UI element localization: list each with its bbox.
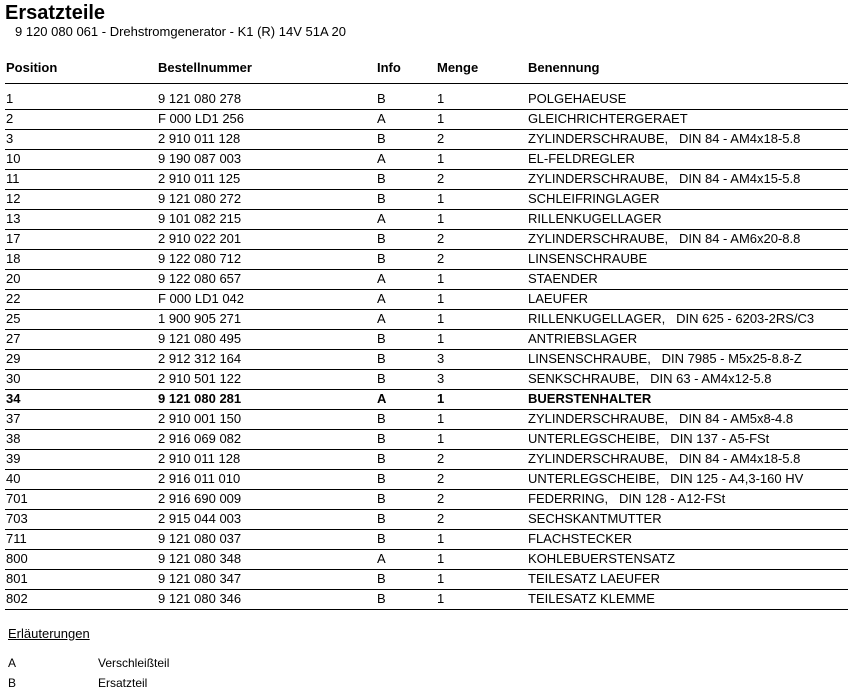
position-cell: 701	[6, 491, 28, 506]
menge-cell: 2	[437, 171, 445, 186]
table-row	[0, 250, 848, 270]
position-cell: 2	[6, 111, 14, 126]
bestellnummer-cell: 9 121 080 272	[158, 191, 242, 206]
info-cell: B	[377, 571, 386, 586]
info-cell: A	[377, 271, 386, 286]
page-subtitle: 9 120 080 061 - Drehstromgenerator - K1 (R) 14V 51A 20	[15, 24, 346, 39]
info-cell: B	[377, 431, 386, 446]
column-header-benennung: Benennung	[528, 60, 600, 75]
bestellnummer-cell: 9 122 080 712	[158, 251, 242, 266]
bestellnummer-cell: 9 121 080 346	[158, 591, 242, 606]
benennung-cell: RILLENKUGELLAGER, DIN 625 - 6203-2RS/C3	[528, 311, 815, 326]
bestellnummer-cell: 9 121 080 281	[158, 391, 242, 406]
position-cell: 1	[6, 91, 14, 106]
info-cell: A	[377, 211, 386, 226]
table-row	[0, 530, 848, 550]
bestellnummer-cell: 2 910 011 128	[158, 131, 241, 146]
bestellnummer-cell: 9 190 087 003	[158, 151, 242, 166]
table-row	[0, 350, 848, 370]
menge-cell: 1	[437, 91, 445, 106]
table-row	[0, 190, 848, 210]
info-cell: B	[377, 231, 386, 246]
info-cell: B	[377, 591, 386, 606]
benennung-cell: TEILESATZ KLEMME	[528, 591, 655, 606]
info-cell: B	[377, 191, 386, 206]
bestellnummer-cell: 2 912 312 164	[158, 351, 242, 366]
info-cell: B	[377, 511, 386, 526]
menge-cell: 1	[437, 291, 445, 306]
menge-cell: 1	[437, 571, 445, 586]
info-cell: B	[377, 331, 386, 346]
info-cell: B	[377, 371, 386, 386]
table-row	[0, 410, 848, 430]
benennung-cell: SCHLEIFRINGLAGER	[528, 191, 660, 206]
info-cell: B	[377, 131, 386, 146]
position-cell: 802	[6, 591, 28, 606]
position-cell: 34	[6, 391, 21, 406]
info-cell: B	[377, 451, 386, 466]
benennung-cell: BUERSTENHALTER	[528, 391, 652, 406]
info-cell: A	[377, 111, 386, 126]
menge-cell: 1	[437, 211, 445, 226]
benennung-cell: LAEUFER	[528, 291, 588, 306]
column-header-info: Info	[377, 60, 401, 75]
benennung-cell: SECHSKANTMUTTER	[528, 511, 662, 526]
table-row	[0, 290, 848, 310]
position-cell: 3	[6, 131, 14, 146]
bestellnummer-cell: 2 910 011 125	[158, 171, 241, 186]
bestellnummer-cell: 2 910 011 128	[158, 451, 241, 466]
menge-cell: 1	[437, 191, 445, 206]
column-header-menge: Menge	[437, 60, 479, 75]
position-cell: 711	[6, 531, 27, 546]
bestellnummer-cell: 2 916 690 009	[158, 491, 242, 506]
info-cell: A	[377, 551, 386, 566]
bestellnummer-cell: 2 910 022 201	[158, 231, 242, 246]
benennung-cell: ZYLINDERSCHRAUBE, DIN 84 - AM4x15-5.8	[528, 171, 801, 186]
position-cell: 703	[6, 511, 28, 526]
menge-cell: 1	[437, 431, 445, 446]
menge-cell: 1	[437, 391, 445, 406]
column-header-position: Position	[6, 60, 58, 75]
bestellnummer-cell: 9 101 082 215	[158, 211, 242, 226]
benennung-cell: STAENDER	[528, 271, 598, 286]
table-header	[0, 60, 848, 80]
benennung-cell: SENKSCHRAUBE, DIN 63 - AM4x12-5.8	[528, 371, 772, 386]
menge-cell: 2	[437, 491, 445, 506]
menge-cell: 1	[437, 111, 445, 126]
menge-cell: 1	[437, 551, 445, 566]
row-divider	[5, 609, 848, 610]
bestellnummer-cell: 9 121 080 348	[158, 551, 242, 566]
info-cell: A	[377, 151, 386, 166]
table-row	[0, 310, 848, 330]
menge-cell: 2	[437, 471, 445, 486]
benennung-cell: ZYLINDERSCHRAUBE, DIN 84 - AM4x18-5.8	[528, 451, 801, 466]
table-row	[0, 150, 848, 170]
info-cell: B	[377, 171, 386, 186]
legend-key: B	[8, 676, 17, 690]
info-cell: A	[377, 391, 387, 406]
position-cell: 13	[6, 211, 21, 226]
table-row	[0, 590, 848, 610]
bestellnummer-cell: 2 915 044 003	[158, 511, 242, 526]
position-cell: 10	[6, 151, 21, 166]
header-divider	[5, 83, 848, 84]
position-cell: 25	[6, 311, 21, 326]
menge-cell: 3	[437, 371, 445, 386]
benennung-cell: GLEICHRICHTERGERAET	[528, 111, 688, 126]
position-cell: 20	[6, 271, 21, 286]
legend-item	[0, 656, 848, 674]
position-cell: 801	[6, 571, 28, 586]
table-row	[0, 510, 848, 530]
menge-cell: 2	[437, 231, 445, 246]
position-cell: 22	[6, 291, 21, 306]
menge-cell: 1	[437, 531, 445, 546]
bestellnummer-cell: F 000 LD1 256	[158, 111, 245, 126]
legend-label: Ersatzteil	[98, 676, 148, 690]
bestellnummer-cell: 2 910 001 150	[158, 411, 242, 426]
bestellnummer-cell: 9 122 080 657	[158, 271, 242, 286]
position-cell: 29	[6, 351, 21, 366]
benennung-cell: KOHLEBUERSTENSATZ	[528, 551, 676, 566]
legend-label: Verschleißteil	[98, 656, 170, 670]
benennung-cell: FEDERRING, DIN 128 - A12-FSt	[528, 491, 726, 506]
column-header-bestellnummer: Bestellnummer	[158, 60, 252, 75]
info-cell: B	[377, 491, 386, 506]
position-cell: 12	[6, 191, 21, 206]
position-cell: 18	[6, 251, 21, 266]
menge-cell: 1	[437, 151, 445, 166]
table-row	[0, 130, 848, 150]
position-cell: 30	[6, 371, 21, 386]
menge-cell: 1	[437, 311, 445, 326]
legend-item	[0, 676, 848, 694]
benennung-cell: ANTRIEBSLAGER	[528, 331, 638, 346]
table-row	[0, 430, 848, 450]
position-cell: 37	[6, 411, 21, 426]
position-cell: 800	[6, 551, 28, 566]
info-cell: B	[377, 411, 386, 426]
menge-cell: 1	[437, 411, 445, 426]
position-cell: 39	[6, 451, 21, 466]
bestellnummer-cell: 9 121 080 495	[158, 331, 242, 346]
benennung-cell: LINSENSCHRAUBE, DIN 7985 - M5x25-8.8-Z	[528, 351, 802, 366]
benennung-cell: ZYLINDERSCHRAUBE, DIN 84 - AM6x20-8.8	[528, 231, 801, 246]
bestellnummer-cell: 2 910 501 122	[158, 371, 242, 386]
table-row	[0, 330, 848, 350]
bestellnummer-cell: 9 121 080 278	[158, 91, 242, 106]
info-cell: A	[377, 291, 386, 306]
menge-cell: 3	[437, 351, 445, 366]
benennung-cell: FLACHSTECKER	[528, 531, 633, 546]
table-row	[0, 230, 848, 250]
info-cell: B	[377, 471, 386, 486]
benennung-cell: UNTERLEGSCHEIBE, DIN 125 - A4,3-160 HV	[528, 471, 804, 486]
table-row	[0, 550, 848, 570]
table-row	[0, 110, 848, 130]
table-row	[0, 210, 848, 230]
table-row	[0, 490, 848, 510]
bestellnummer-cell: 2 916 069 082	[158, 431, 242, 446]
position-cell: 40	[6, 471, 21, 486]
benennung-cell: TEILESATZ LAEUFER	[528, 571, 660, 586]
table-row	[0, 450, 848, 470]
benennung-cell: EL-FELDREGLER	[528, 151, 635, 166]
table-row	[0, 90, 848, 110]
table-row	[0, 370, 848, 390]
benennung-cell: UNTERLEGSCHEIBE, DIN 137 - A5-FSt	[528, 431, 770, 446]
bestellnummer-cell: 9 121 080 037	[158, 531, 242, 546]
parts-table	[0, 90, 848, 610]
legend-key: A	[8, 656, 17, 670]
position-cell: 38	[6, 431, 21, 446]
menge-cell: 2	[437, 511, 445, 526]
position-cell: 11	[6, 171, 20, 186]
info-cell: B	[377, 251, 386, 266]
position-cell: 17	[6, 231, 21, 246]
page-title: Ersatzteile	[5, 2, 106, 24]
bestellnummer-cell: F 000 LD1 042	[158, 291, 245, 306]
legend-title: Erläuterungen	[8, 626, 90, 641]
table-row	[0, 390, 848, 410]
benennung-cell: POLGEHAEUSE	[528, 91, 627, 106]
benennung-cell: ZYLINDERSCHRAUBE, DIN 84 - AM5x8-4.8	[528, 411, 794, 426]
bestellnummer-cell: 9 121 080 347	[158, 571, 242, 586]
menge-cell: 2	[437, 451, 445, 466]
menge-cell: 1	[437, 591, 445, 606]
table-row	[0, 470, 848, 490]
benennung-cell: LINSENSCHRAUBE	[528, 251, 648, 266]
menge-cell: 2	[437, 131, 445, 146]
info-cell: B	[377, 351, 386, 366]
table-row	[0, 170, 848, 190]
position-cell: 27	[6, 331, 21, 346]
bestellnummer-cell: 1 900 905 271	[158, 311, 242, 326]
table-row	[0, 570, 848, 590]
menge-cell: 1	[437, 271, 445, 286]
bestellnummer-cell: 2 916 011 010	[158, 471, 241, 486]
info-cell: A	[377, 311, 386, 326]
info-cell: B	[377, 91, 386, 106]
menge-cell: 2	[437, 251, 445, 266]
info-cell: B	[377, 531, 386, 546]
table-row	[0, 270, 848, 290]
benennung-cell: RILLENKUGELLAGER	[528, 211, 662, 226]
menge-cell: 1	[437, 331, 445, 346]
benennung-cell: ZYLINDERSCHRAUBE, DIN 84 - AM4x18-5.8	[528, 131, 801, 146]
